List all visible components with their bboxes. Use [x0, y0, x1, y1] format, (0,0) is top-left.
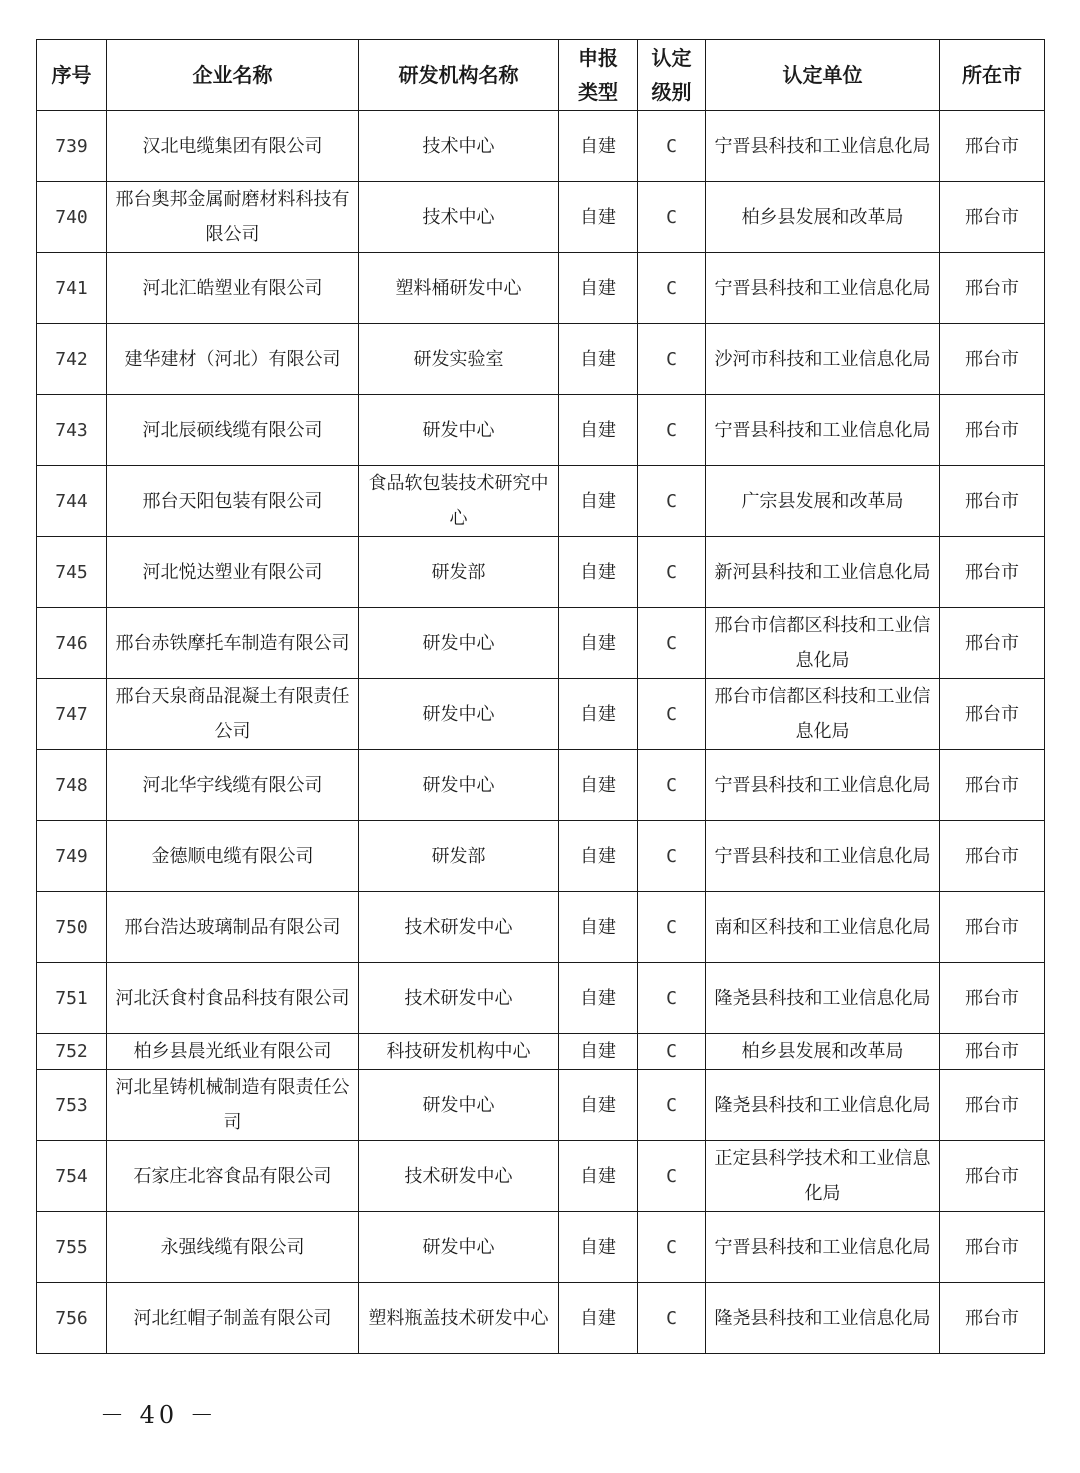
cell-index: 741 [37, 253, 107, 324]
cell-institute: 研发中心 [359, 395, 559, 466]
cell-institute: 研发部 [359, 537, 559, 608]
cell-level: C [638, 1141, 706, 1212]
cell-company: 邢台浩达玻璃制品有限公司 [107, 892, 359, 963]
cell-institute: 塑料桶研发中心 [359, 253, 559, 324]
cell-institute: 塑料瓶盖技术研发中心 [359, 1283, 559, 1354]
table-row [37, 892, 1045, 963]
cell-authority: 隆尧县科技和工业信息化局 [706, 1283, 940, 1354]
cell-type: 自建 [559, 1070, 638, 1141]
cell-level: C [638, 608, 706, 679]
cell-level: C [638, 1283, 706, 1354]
cell-institute: 研发中心 [359, 608, 559, 679]
cell-institute: 技术中心 [359, 182, 559, 253]
cell-company: 河北沃食村食品科技有限公司 [107, 963, 359, 1034]
cell-index: 755 [37, 1212, 107, 1283]
table-row [37, 1212, 1045, 1283]
cell-institute: 技术研发中心 [359, 892, 559, 963]
cell-institute: 食品软包装技术研究中心 [359, 466, 559, 537]
cell-authority: 柏乡县发展和改革局 [706, 182, 940, 253]
cell-index: 746 [37, 608, 107, 679]
table-row [37, 466, 1045, 537]
cell-index: 756 [37, 1283, 107, 1354]
cell-index: 751 [37, 963, 107, 1034]
cell-company: 河北悦达塑业有限公司 [107, 537, 359, 608]
cell-city: 邢台市 [940, 395, 1045, 466]
cell-city: 邢台市 [940, 1141, 1045, 1212]
cell-level: C [638, 821, 706, 892]
cell-index: 749 [37, 821, 107, 892]
cell-type: 自建 [559, 111, 638, 182]
cell-city: 邢台市 [940, 466, 1045, 537]
cell-company: 永强线缆有限公司 [107, 1212, 359, 1283]
header-level-line1: 认定 [651, 46, 692, 70]
cell-type: 自建 [559, 1141, 638, 1212]
cell-level: C [638, 395, 706, 466]
cell-city: 邢台市 [940, 608, 1045, 679]
cell-city: 邢台市 [940, 111, 1045, 182]
cell-type: 自建 [559, 750, 638, 821]
cell-type: 自建 [559, 324, 638, 395]
cell-index: 739 [37, 111, 107, 182]
cell-institute: 研发实验室 [359, 324, 559, 395]
cell-authority: 邢台市信都区科技和工业信息化局 [706, 608, 940, 679]
header-institute: 研发机构名称 [359, 40, 559, 111]
cell-city: 邢台市 [940, 324, 1045, 395]
cell-type: 自建 [559, 1283, 638, 1354]
cell-institute: 科技研发机构中心 [359, 1034, 559, 1070]
cell-index: 740 [37, 182, 107, 253]
cell-authority: 沙河市科技和工业信息化局 [706, 324, 940, 395]
cell-type: 自建 [559, 1212, 638, 1283]
cell-authority: 隆尧县科技和工业信息化局 [706, 963, 940, 1034]
cell-company: 河北华宇线缆有限公司 [107, 750, 359, 821]
header-company: 企业名称 [107, 40, 359, 111]
cell-level: C [638, 1212, 706, 1283]
table-row [37, 963, 1045, 1034]
cell-authority: 宁晋县科技和工业信息化局 [706, 111, 940, 182]
cell-city: 邢台市 [940, 1034, 1045, 1070]
cell-authority: 柏乡县发展和改革局 [706, 1034, 940, 1070]
cell-level: C [638, 679, 706, 750]
cell-city: 邢台市 [940, 253, 1045, 324]
table-row [37, 1283, 1045, 1354]
cell-institute: 技术中心 [359, 111, 559, 182]
cell-authority: 宁晋县科技和工业信息化局 [706, 821, 940, 892]
cell-level: C [638, 182, 706, 253]
header-level [638, 40, 706, 111]
cell-type: 自建 [559, 679, 638, 750]
table-row [37, 182, 1045, 253]
cell-type: 自建 [559, 963, 638, 1034]
cell-level: C [638, 963, 706, 1034]
cell-company: 石家庄北容食品有限公司 [107, 1141, 359, 1212]
table-row [37, 679, 1045, 750]
table-row [37, 111, 1045, 182]
cell-institute: 研发中心 [359, 1070, 559, 1141]
cell-city: 邢台市 [940, 750, 1045, 821]
cell-level: C [638, 750, 706, 821]
cell-index: 743 [37, 395, 107, 466]
cell-type: 自建 [559, 395, 638, 466]
cell-index: 748 [37, 750, 107, 821]
cell-index: 753 [37, 1070, 107, 1141]
table-row [37, 1070, 1045, 1141]
cell-company: 邢台天泉商品混凝土有限责任公司 [107, 679, 359, 750]
cell-institute: 研发部 [359, 821, 559, 892]
cell-index: 745 [37, 537, 107, 608]
cell-authority: 宁晋县科技和工业信息化局 [706, 1212, 940, 1283]
cell-institute: 技术研发中心 [359, 1141, 559, 1212]
cell-institute: 研发中心 [359, 750, 559, 821]
cell-authority: 宁晋县科技和工业信息化局 [706, 395, 940, 466]
cell-institute: 研发中心 [359, 679, 559, 750]
cell-company: 河北汇皓塑业有限公司 [107, 253, 359, 324]
cell-company: 河北辰硕线缆有限公司 [107, 395, 359, 466]
cell-level: C [638, 466, 706, 537]
cell-company: 邢台天阳包装有限公司 [107, 466, 359, 537]
cell-index: 750 [37, 892, 107, 963]
table-row [37, 821, 1045, 892]
cell-type: 自建 [559, 182, 638, 253]
table-row [37, 324, 1045, 395]
cell-level: C [638, 537, 706, 608]
cell-city: 邢台市 [940, 1283, 1045, 1354]
cell-city: 邢台市 [940, 1212, 1045, 1283]
cell-city: 邢台市 [940, 1070, 1045, 1141]
table-row [37, 608, 1045, 679]
cell-authority: 隆尧县科技和工业信息化局 [706, 1070, 940, 1141]
cell-level: C [638, 1070, 706, 1141]
cell-authority: 南和区科技和工业信息化局 [706, 892, 940, 963]
cell-index: 742 [37, 324, 107, 395]
table-row [37, 1034, 1045, 1070]
header-type-line2: 类型 [578, 80, 618, 104]
cell-index: 752 [37, 1034, 107, 1070]
cell-authority: 广宗县发展和改革局 [706, 466, 940, 537]
cell-authority: 宁晋县科技和工业信息化局 [706, 253, 940, 324]
cell-type: 自建 [559, 608, 638, 679]
cell-index: 754 [37, 1141, 107, 1212]
cell-company: 邢台赤铁摩托车制造有限公司 [107, 608, 359, 679]
cell-type: 自建 [559, 253, 638, 324]
cell-company: 金德顺电缆有限公司 [107, 821, 359, 892]
cell-level: C [638, 324, 706, 395]
cell-city: 邢台市 [940, 821, 1045, 892]
cell-type: 自建 [559, 1034, 638, 1070]
header-index: 序号 [37, 40, 107, 111]
cell-type: 自建 [559, 821, 638, 892]
cell-index: 747 [37, 679, 107, 750]
cell-institute: 研发中心 [359, 1212, 559, 1283]
table-row [37, 395, 1045, 466]
cell-level: C [638, 111, 706, 182]
institution-table [36, 39, 1045, 1354]
cell-authority: 邢台市信都区科技和工业信息化局 [706, 679, 940, 750]
cell-company: 汉北电缆集团有限公司 [107, 111, 359, 182]
header-type [559, 40, 638, 111]
cell-level: C [638, 1034, 706, 1070]
cell-type: 自建 [559, 537, 638, 608]
table-row [37, 750, 1045, 821]
cell-company: 建华建材（河北）有限公司 [107, 324, 359, 395]
cell-company: 河北星铸机械制造有限责任公司 [107, 1070, 359, 1141]
page-number: － 40 － [100, 1401, 218, 1429]
cell-city: 邢台市 [940, 182, 1045, 253]
cell-index: 744 [37, 466, 107, 537]
cell-company: 河北红帽子制盖有限公司 [107, 1283, 359, 1354]
cell-institute: 技术研发中心 [359, 963, 559, 1034]
table-row [37, 1141, 1045, 1212]
cell-company: 柏乡县晨光纸业有限公司 [107, 1034, 359, 1070]
cell-authority: 新河县科技和工业信息化局 [706, 537, 940, 608]
cell-company: 邢台奥邦金属耐磨材料科技有限公司 [107, 182, 359, 253]
cell-authority: 宁晋县科技和工业信息化局 [706, 750, 940, 821]
cell-city: 邢台市 [940, 537, 1045, 608]
cell-type: 自建 [559, 892, 638, 963]
cell-level: C [638, 892, 706, 963]
cell-type: 自建 [559, 466, 638, 537]
table-row [37, 537, 1045, 608]
header-level-line2: 级别 [651, 80, 692, 104]
cell-city: 邢台市 [940, 963, 1045, 1034]
header-authority: 认定单位 [706, 40, 940, 111]
cell-level: C [638, 253, 706, 324]
header-type-line1: 申报 [578, 46, 618, 70]
cell-authority: 正定县科学技术和工业信息化局 [706, 1141, 940, 1212]
cell-city: 邢台市 [940, 892, 1045, 963]
cell-city: 邢台市 [940, 679, 1045, 750]
table-row [37, 253, 1045, 324]
header-city: 所在市 [940, 40, 1045, 111]
table-header-row [37, 40, 1045, 111]
